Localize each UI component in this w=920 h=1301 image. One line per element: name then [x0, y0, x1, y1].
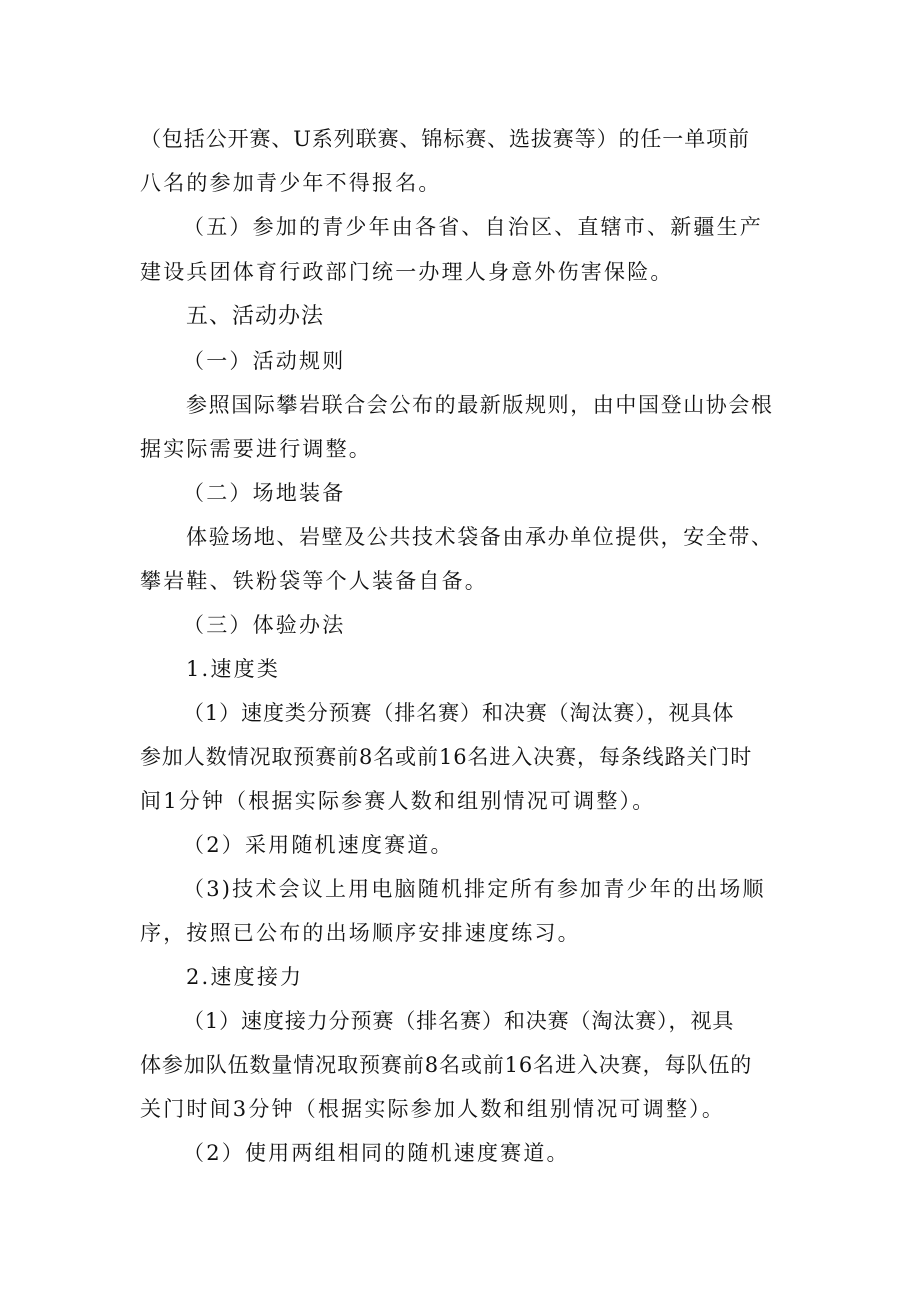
paragraph-line: 参加人数情况取预赛前8名或前16名进入决赛，每条线路关门时 — [140, 745, 753, 769]
paragraph-line: （2）使用两组相同的随机速度赛道。 — [183, 1141, 570, 1165]
paragraph-line: （1）速度类分预赛（排名赛）和决赛（淘汰赛），视具体 — [183, 701, 735, 725]
paragraph-line: （3)技术会议上用电脑随机排定所有参加青少年的出场顺 — [183, 877, 766, 901]
paragraph-line: 八名的参加青少年不得报名。 — [140, 171, 442, 195]
paragraph-line: 建设兵团体育行政部门统一办理人身意外伤害保险。 — [140, 260, 674, 284]
paragraph-line: 间1分钟（根据实际参赛人数和组别情况可调整）。 — [140, 789, 656, 813]
subsection-heading: （三）体验办法 — [183, 613, 346, 637]
paragraph-line: （五）参加的青少年由各省、自治区、直辖市、新疆生产 — [183, 215, 763, 239]
item-heading: 1.速度类 — [186, 657, 281, 681]
paragraph-line: （2）采用随机速度赛道。 — [183, 833, 454, 857]
paragraph-line: 体参加队伍数量情况取预赛前8名或前16名进入决赛，每队伍的 — [140, 1053, 753, 1077]
subsection-heading: （二）场地装备 — [183, 481, 346, 505]
paragraph-line: 体验场地、岩壁及公共技术袋备由承办单位提供，安全带、 — [186, 525, 774, 549]
paragraph-line: 攀岩鞋、铁粉袋等个人装备自备。 — [140, 569, 488, 593]
item-heading: 2.速度接力 — [186, 965, 304, 989]
subsection-heading: （一）活动规则 — [183, 349, 346, 373]
paragraph-line: （包括公开赛、U系列联赛、锦标赛、选拔赛等）的任一单项前 — [140, 127, 750, 151]
paragraph-line: 序，按照已公布的出场顺序安排速度练习。 — [140, 921, 581, 945]
paragraph-line: 据实际需要进行调整。 — [140, 437, 372, 461]
paragraph-line: （1）速度接力分预赛（排名赛）和决赛（淘汰赛），视具 — [183, 1009, 735, 1033]
paragraph-line: 参照国际攀岩联合会公布的最新版规则，由中国登山协会根 — [186, 393, 774, 417]
section-heading: 五、活动办法 — [186, 304, 325, 329]
paragraph-line: 关门时间3分钟（根据实际参加人数和组别情况可调整）。 — [140, 1097, 726, 1121]
